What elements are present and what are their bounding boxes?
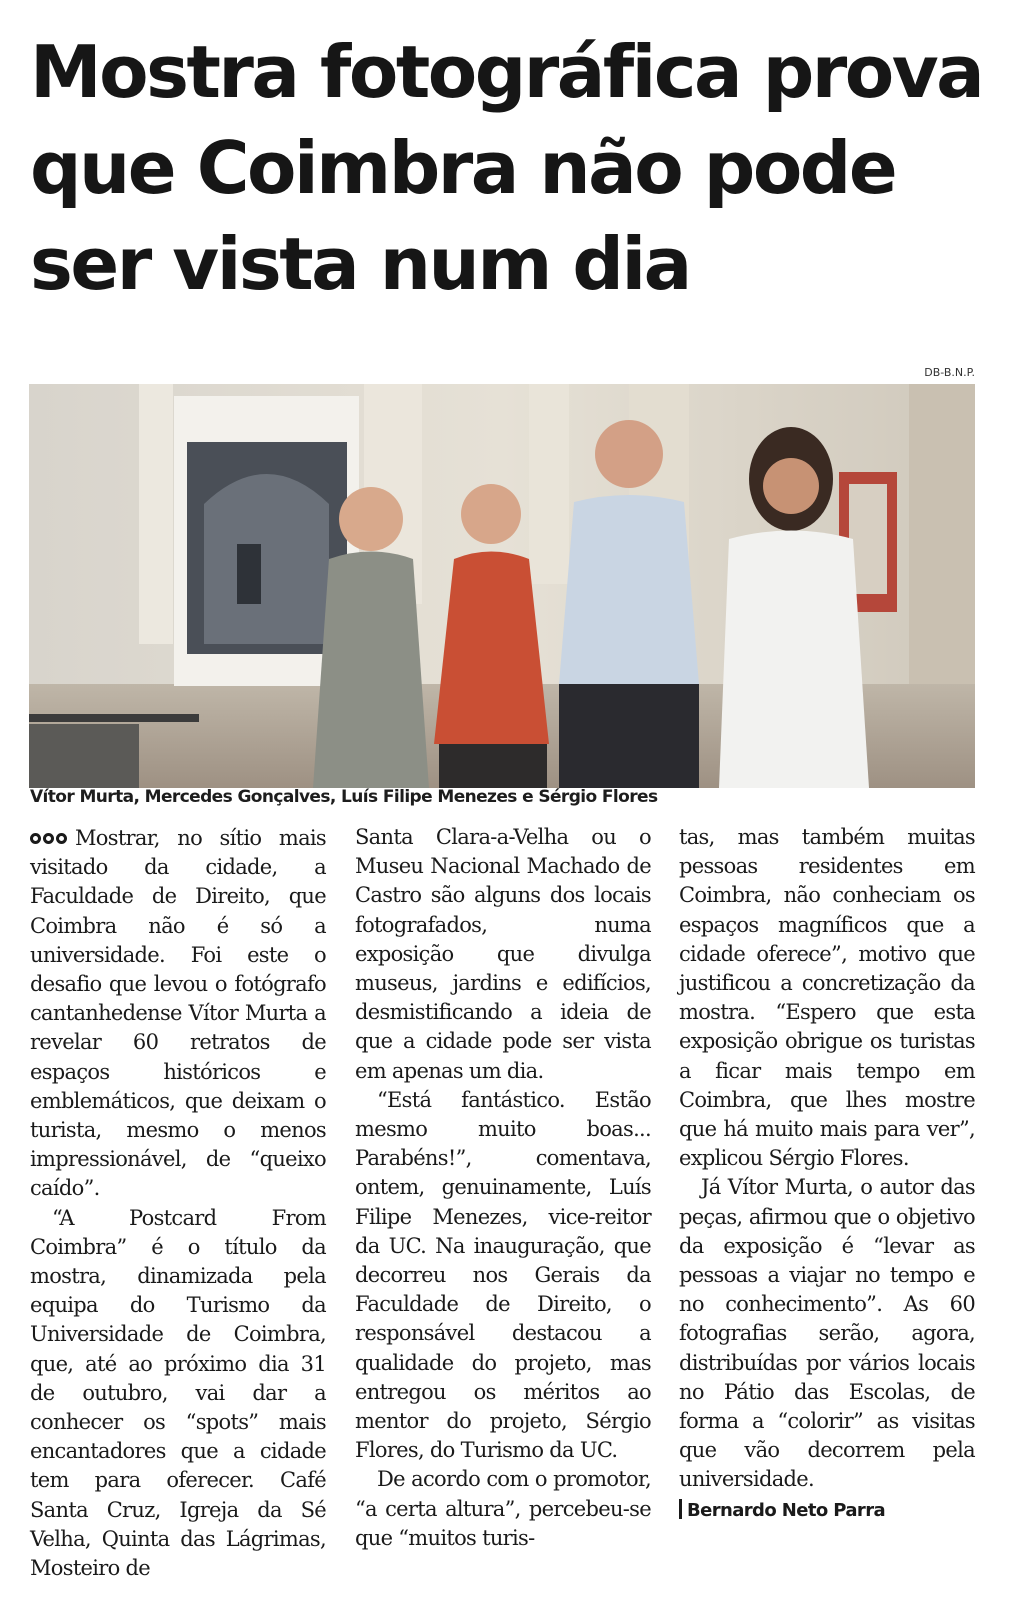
paragraph-text: Mostrar, no sítio mais visitado da cidade, a Faculdade de Direito, que Coimbra não é só a universidade. Foi este o desafio que levou o fotógrafo cantanhedense Vítor Murta a revelar 60 retratos de espaços históricos e emblemáticos, que deixam o turista, mesmo o menos impressionável, de “queixo caído”. — [30, 826, 326, 1201]
paragraph: Já Vítor Murta, o autor das peças, afirmou que o objetivo da exposição é “levar as pessoas a viajar no tempo e no conhecimento”. As 60 fotografias serão, agora, distribuídas por vários locais no Pátio das Escolas, de forma a “colorir” as visitas que vão decorrem pela universidade. — [679, 1175, 975, 1492]
byline-bar — [679, 1499, 682, 1519]
photo-credit: DB-B.N.P. — [924, 366, 975, 379]
text-column-2 — [355, 823, 651, 1553]
text-column-1 — [30, 823, 326, 1583]
paragraph: “A Postcard From Coimbra” é o título da mostra, dinamizada pela equipa do Turismo da Universidade de Coimbra, que, até ao próximo dia 31 de outubro, vai dar a conhecer os “spots” mais encantadores que a cidade tem para oferecer. Café Santa Cruz, Igreja da Sé Velha, Quinta das Lágrimas, Mosteiro de — [30, 1205, 326, 1581]
author-name: Bernardo Neto Parra — [687, 1499, 886, 1521]
paragraph: “Está fantástico. Estão mesmo muito boas... Parabéns!”, comentava, ontem, genuinamente, Luís Filipe Menezes, vice-reitor da UC. Na inauguração, que decorreu nos Gerais da Faculdade de Direito, o responsável destacou a qualidade do projeto, mas entregou os méritos ao mentor do projeto, Sérgio Flores, do Turismo da UC. — [355, 1087, 651, 1463]
headline: Mostra fotográfica prova que Coimbra não pode ser vista num dia — [30, 30, 983, 306]
paragraph: tas, mas também muitas pessoas residentes em Coimbra, não conheciam os espaços magníficos que a cidade oferece”, motivo que justificou a concretização da mostra. “Espero que esta exposição obrigue os turistas a ficar mais tempo em Coimbra, que lhes mostre que há muito mais para ver”, explicou Sérgio Flores. — [679, 825, 975, 1171]
photo-caption: Vítor Murta, Mercedes Gonçalves, Luís Filipe Menezes e Sérgio Flores — [30, 787, 658, 807]
byline — [679, 1496, 975, 1525]
paragraph — [30, 823, 326, 1204]
bullet-circles-icon — [30, 823, 69, 852]
paragraph: Santa Clara-a-Velha ou o Museu Nacional Machado de Castro são alguns dos locais fotografados, numa exposição que divulga museus, jardins e edifícios, desmistificando a ideia de que a cidade pode ser vista em apenas um dia. — [355, 825, 651, 1083]
paragraph: De acordo com o promotor, “a certa altura”, percebeu-se que “muitos turis- — [355, 1467, 651, 1550]
text-column-3 — [679, 823, 975, 1525]
article-photo — [29, 384, 975, 788]
